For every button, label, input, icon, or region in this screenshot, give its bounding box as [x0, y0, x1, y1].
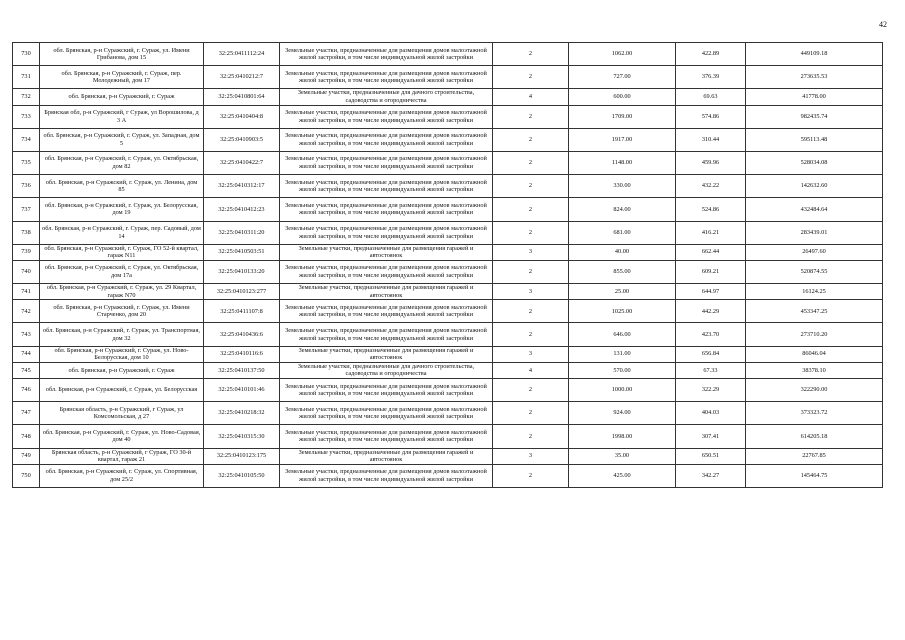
row-number: 744 — [13, 346, 40, 362]
row-number: 732 — [13, 89, 40, 105]
area-cell: 824.00 — [569, 198, 676, 221]
row-number: 730 — [13, 43, 40, 66]
area-cell: 1062.00 — [569, 43, 676, 66]
table-row — [13, 66, 883, 89]
group-cell: 2 — [493, 402, 569, 425]
cadastral-number-cell: 32:25:0410503:51 — [204, 244, 280, 260]
group-cell: 3 — [493, 284, 569, 300]
area-cell: 131.00 — [569, 346, 676, 362]
cadastral-number-cell: 32:25:0410133:20 — [204, 260, 280, 283]
row-number: 734 — [13, 128, 40, 151]
address-cell: обл. Брянская, р-н Суражский, г. Сураж, ул. Ново-Белорусская, дом 10 — [40, 346, 204, 362]
table-row — [13, 323, 883, 346]
land-use-cell: Земельные участки, предназначенные для дачного строительства, садоводства и огородничества — [280, 89, 493, 105]
area-cell: 600.00 — [569, 89, 676, 105]
row-number: 743 — [13, 323, 40, 346]
land-use-cell: Земельные участки, предназначенные для размещения домов малоэтажной жилой застройки, в том числе индивидуальной жилой застройки — [280, 464, 493, 487]
cadastral-value-cell: 86046.04 — [746, 346, 883, 362]
address-cell: обл. Брянская, р-н Суражский, г. Сураж — [40, 362, 204, 378]
table-row — [13, 43, 883, 66]
specific-value-cell: 322.29 — [676, 379, 746, 402]
address-cell: обл. Брянская, р-н Суражский, г. Сураж, ул. 29 Квартал, гараж N70 — [40, 284, 204, 300]
address-cell: обл. Брянская, р-н Суражский, г. Сураж, пер. Садовый, дом 14 — [40, 221, 204, 244]
land-use-cell: Земельные участки, предназначенные для размещения домов малоэтажной жилой застройки, в том числе индивидуальной жилой застройки — [280, 300, 493, 323]
address-cell: обл. Брянская, р-н Суражский, г. Сураж, ул. Западная, дом 5 — [40, 128, 204, 151]
specific-value-cell: 459.96 — [676, 151, 746, 174]
row-number: 749 — [13, 448, 40, 464]
cadastral-number-cell: 32:25:0410105:50 — [204, 464, 280, 487]
address-cell: обл. Брянская, р-н Суражский, г. Сураж, ул. Ленина, дом 85 — [40, 175, 204, 198]
cadastral-value-cell: 142632.60 — [746, 175, 883, 198]
land-use-cell: Земельные участки, предназначенные для размещения домов малоэтажной жилой застройки, в том числе индивидуальной жилой застройки — [280, 198, 493, 221]
land-use-cell: Земельные участки, предназначенные для размещения домов малоэтажной жилой застройки, в том числе индивидуальной жилой застройки — [280, 43, 493, 66]
area-cell: 25.00 — [569, 284, 676, 300]
group-cell: 2 — [493, 105, 569, 128]
table-row — [13, 464, 883, 487]
group-cell: 2 — [493, 66, 569, 89]
cadastral-number-cell: 32:25:0410137:50 — [204, 362, 280, 378]
land-registry-table — [12, 42, 883, 488]
address-cell: обл. Брянская, р-н Суражский, г. Сураж, ул. Октябрьская, дом 17а — [40, 260, 204, 283]
cadastral-value-cell: 273635.53 — [746, 66, 883, 89]
specific-value-cell: 574.86 — [676, 105, 746, 128]
land-use-cell: Земельные участки, предназначенные для размещения домов малоэтажной жилой застройки, в том числе индивидуальной жилой застройки — [280, 260, 493, 283]
cadastral-number-cell: 32:25:0410422:7 — [204, 151, 280, 174]
area-cell: 1148.00 — [569, 151, 676, 174]
group-cell: 2 — [493, 43, 569, 66]
cadastral-number-cell: 32:25:0410218:32 — [204, 402, 280, 425]
address-cell: Брянская область, р-н Суражский, г Сураж, ул Комсомольская, д 27 — [40, 402, 204, 425]
cadastral-value-cell: 16124.25 — [746, 284, 883, 300]
cadastral-number-cell: 32:25:0410404:8 — [204, 105, 280, 128]
land-use-cell: Земельные участки, предназначенные для размещения домов малоэтажной жилой застройки, в том числе индивидуальной жилой застройки — [280, 128, 493, 151]
land-use-cell: Земельные участки, предназначенные для размещения домов малоэтажной жилой застройки, в том числе индивидуальной жилой застройки — [280, 425, 493, 448]
address-cell: обл. Брянская, р-н Суражский, г. Сураж, пер. Молодежный, дом 17 — [40, 66, 204, 89]
group-cell: 2 — [493, 221, 569, 244]
row-number: 741 — [13, 284, 40, 300]
row-number: 733 — [13, 105, 40, 128]
specific-value-cell: 310.44 — [676, 128, 746, 151]
group-cell: 2 — [493, 260, 569, 283]
address-cell: обл. Брянская, р-н Суражский, г. Сураж, ул. Ново-Садовая, дом 40 — [40, 425, 204, 448]
row-number: 747 — [13, 402, 40, 425]
cadastral-value-cell: 614205.18 — [746, 425, 883, 448]
row-number: 750 — [13, 464, 40, 487]
row-number: 736 — [13, 175, 40, 198]
cadastral-value-cell: 982435.74 — [746, 105, 883, 128]
land-use-cell: Земельные участки, предназначенные для размещения домов малоэтажной жилой застройки, в том числе индивидуальной жилой застройки — [280, 151, 493, 174]
specific-value-cell: 650.51 — [676, 448, 746, 464]
cadastral-value-cell: 432484.64 — [746, 198, 883, 221]
land-use-cell: Земельные участки, предназначенные для размещения гаражей и автостоянок — [280, 284, 493, 300]
table-row — [13, 284, 883, 300]
area-cell: 681.00 — [569, 221, 676, 244]
land-use-cell: Земельные участки, предназначенные для размещения гаражей и автостоянок — [280, 244, 493, 260]
cadastral-value-cell: 528034.08 — [746, 151, 883, 174]
table-row — [13, 448, 883, 464]
specific-value-cell: 432.22 — [676, 175, 746, 198]
group-cell: 2 — [493, 175, 569, 198]
cadastral-value-cell: 283439.01 — [746, 221, 883, 244]
land-use-cell: Земельные участки, предназначенные для размещения домов малоэтажной жилой застройки, в том числе индивидуальной жилой застройки — [280, 323, 493, 346]
land-use-cell: Земельные участки, предназначенные для размещения домов малоэтажной жилой застройки, в том числе индивидуальной жилой застройки — [280, 221, 493, 244]
land-use-cell: Земельные участки, предназначенные для размещения гаражей и автостоянок — [280, 346, 493, 362]
specific-value-cell: 69.63 — [676, 89, 746, 105]
address-cell: обл. Брянская, р-н Суражский, г. Сураж, ул. Белорусская, дом 19 — [40, 198, 204, 221]
table-row — [13, 244, 883, 260]
group-cell: 2 — [493, 151, 569, 174]
table-row — [13, 221, 883, 244]
area-cell: 35.00 — [569, 448, 676, 464]
cadastral-value-cell: 453347.25 — [746, 300, 883, 323]
cadastral-number-cell: 32:25:0411107:8 — [204, 300, 280, 323]
address-cell: обл. Брянская, р-н Суражский, г. Сураж — [40, 89, 204, 105]
land-use-cell: Земельные участки, предназначенные для размещения домов малоэтажной жилой застройки, в том числе индивидуальной жилой застройки — [280, 379, 493, 402]
address-cell: обл. Брянская, р-н Суражский, г. Сураж, ул. Спортивная, дом 25/2 — [40, 464, 204, 487]
group-cell: 3 — [493, 244, 569, 260]
address-cell: обл. Брянская, р-н Суражский, г. Сураж, ул. Имени Грибанова, дом 15 — [40, 43, 204, 66]
cadastral-number-cell: 32:25:0410116:6 — [204, 346, 280, 362]
area-cell: 1998.00 — [569, 425, 676, 448]
specific-value-cell: 609.21 — [676, 260, 746, 283]
area-cell: 1025.00 — [569, 300, 676, 323]
cadastral-value-cell: 145464.75 — [746, 464, 883, 487]
cadastral-number-cell: 32:25:0410212:7 — [204, 66, 280, 89]
specific-value-cell: 342.27 — [676, 464, 746, 487]
cadastral-number-cell: 32:25:0410315:30 — [204, 425, 280, 448]
cadastral-value-cell: 273710.20 — [746, 323, 883, 346]
specific-value-cell: 656.84 — [676, 346, 746, 362]
cadastral-number-cell: 32:25:0410311:20 — [204, 221, 280, 244]
table-row — [13, 128, 883, 151]
address-cell: обл. Брянская, р-н Суражский, г. Сураж, ул. Транспортная, дом 32 — [40, 323, 204, 346]
group-cell: 4 — [493, 89, 569, 105]
address-cell: обл. Брянская, р-н Суражский, г. Сураж, ул. Имени Старченко, дом 20 — [40, 300, 204, 323]
specific-value-cell: 644.97 — [676, 284, 746, 300]
table-row — [13, 425, 883, 448]
specific-value-cell: 307.41 — [676, 425, 746, 448]
address-cell: обл. Брянская, р-н Суражский, г. Сураж, ул. Белорусская — [40, 379, 204, 402]
cadastral-number-cell: 32:25:0410123:277 — [204, 284, 280, 300]
area-cell: 727.00 — [569, 66, 676, 89]
area-cell: 1000.00 — [569, 379, 676, 402]
land-use-cell: Земельные участки, предназначенные для размещения домов малоэтажной жилой застройки, в том числе индивидуальной жилой застройки — [280, 402, 493, 425]
table-row — [13, 175, 883, 198]
table-row — [13, 362, 883, 378]
cadastral-value-cell: 595113.48 — [746, 128, 883, 151]
specific-value-cell: 376.39 — [676, 66, 746, 89]
land-use-cell: Земельные участки, предназначенные для дачного строительства, садоводства и огородничества — [280, 362, 493, 378]
group-cell: 2 — [493, 323, 569, 346]
row-number: 745 — [13, 362, 40, 378]
area-cell: 330.00 — [569, 175, 676, 198]
cadastral-value-cell: 22767.85 — [746, 448, 883, 464]
land-use-cell: Земельные участки, предназначенные для размещения домов малоэтажной жилой застройки, в том числе индивидуальной жилой застройки — [280, 66, 493, 89]
cadastral-number-cell: 32:25:0410903:5 — [204, 128, 280, 151]
area-cell: 425.00 — [569, 464, 676, 487]
group-cell: 2 — [493, 379, 569, 402]
land-use-cell: Земельные участки, предназначенные для размещения домов малоэтажной жилой застройки, в том числе индивидуальной жилой застройки — [280, 175, 493, 198]
address-cell: Брянская обл, р-н Суражский, г Сураж, ул Ворошилова, д 3 А — [40, 105, 204, 128]
row-number: 740 — [13, 260, 40, 283]
land-use-cell: Земельные участки, предназначенные для размещения домов малоэтажной жилой застройки, в том числе индивидуальной жилой застройки — [280, 105, 493, 128]
page-number: 42 — [879, 20, 887, 29]
table-row — [13, 105, 883, 128]
table-row — [13, 402, 883, 425]
address-cell: Брянская область, р-н Суражский, г Сураж, ГО 30-й квартал, гараж 21 — [40, 448, 204, 464]
area-cell: 646.00 — [569, 323, 676, 346]
cadastral-number-cell: 32:25:0410101:46 — [204, 379, 280, 402]
cadastral-number-cell: 32:25:0410436:6 — [204, 323, 280, 346]
specific-value-cell: 524.86 — [676, 198, 746, 221]
table-row — [13, 300, 883, 323]
cadastral-value-cell: 373323.72 — [746, 402, 883, 425]
table-row — [13, 379, 883, 402]
group-cell: 3 — [493, 448, 569, 464]
area-cell: 924.00 — [569, 402, 676, 425]
cadastral-value-cell: 322290.00 — [746, 379, 883, 402]
specific-value-cell: 442.29 — [676, 300, 746, 323]
table-row — [13, 151, 883, 174]
group-cell: 4 — [493, 362, 569, 378]
group-cell: 2 — [493, 128, 569, 151]
specific-value-cell: 404.03 — [676, 402, 746, 425]
cadastral-number-cell: 32:25:0410123:175 — [204, 448, 280, 464]
cadastral-number-cell: 32:25:0410412:23 — [204, 198, 280, 221]
address-cell: обл. Брянская, р-н Суражский, г. Сураж, ул. Октябрьская, дом 82 — [40, 151, 204, 174]
cadastral-number-cell: 32:25:0411112:24 — [204, 43, 280, 66]
specific-value-cell: 67.33 — [676, 362, 746, 378]
specific-value-cell: 423.70 — [676, 323, 746, 346]
group-cell: 2 — [493, 464, 569, 487]
row-number: 742 — [13, 300, 40, 323]
cadastral-value-cell: 520874.55 — [746, 260, 883, 283]
land-use-cell: Земельные участки, предназначенные для размещения гаражей и автостоянок — [280, 448, 493, 464]
cadastral-value-cell: 26497.60 — [746, 244, 883, 260]
group-cell: 2 — [493, 425, 569, 448]
cadastral-value-cell: 449109.18 — [746, 43, 883, 66]
area-cell: 40.00 — [569, 244, 676, 260]
row-number: 735 — [13, 151, 40, 174]
cadastral-value-cell: 41778.00 — [746, 89, 883, 105]
group-cell: 3 — [493, 346, 569, 362]
specific-value-cell: 416.21 — [676, 221, 746, 244]
group-cell: 2 — [493, 300, 569, 323]
row-number: 748 — [13, 425, 40, 448]
row-number: 746 — [13, 379, 40, 402]
row-number: 738 — [13, 221, 40, 244]
area-cell: 1709.00 — [569, 105, 676, 128]
table-row — [13, 198, 883, 221]
cadastral-value-cell: 38378.10 — [746, 362, 883, 378]
table-row — [13, 346, 883, 362]
specific-value-cell: 662.44 — [676, 244, 746, 260]
area-cell: 570.00 — [569, 362, 676, 378]
row-number: 739 — [13, 244, 40, 260]
table-row — [13, 89, 883, 105]
area-cell: 855.00 — [569, 260, 676, 283]
area-cell: 1917.00 — [569, 128, 676, 151]
group-cell: 2 — [493, 198, 569, 221]
row-number: 737 — [13, 198, 40, 221]
cadastral-number-cell: 32:25:0410312:17 — [204, 175, 280, 198]
cadastral-number-cell: 32:25:0410801:64 — [204, 89, 280, 105]
table-row — [13, 260, 883, 283]
specific-value-cell: 422.89 — [676, 43, 746, 66]
row-number: 731 — [13, 66, 40, 89]
address-cell: обл. Брянская, р-н Суражский, г. Сураж, ГО 52-й квартал, гараж N11 — [40, 244, 204, 260]
